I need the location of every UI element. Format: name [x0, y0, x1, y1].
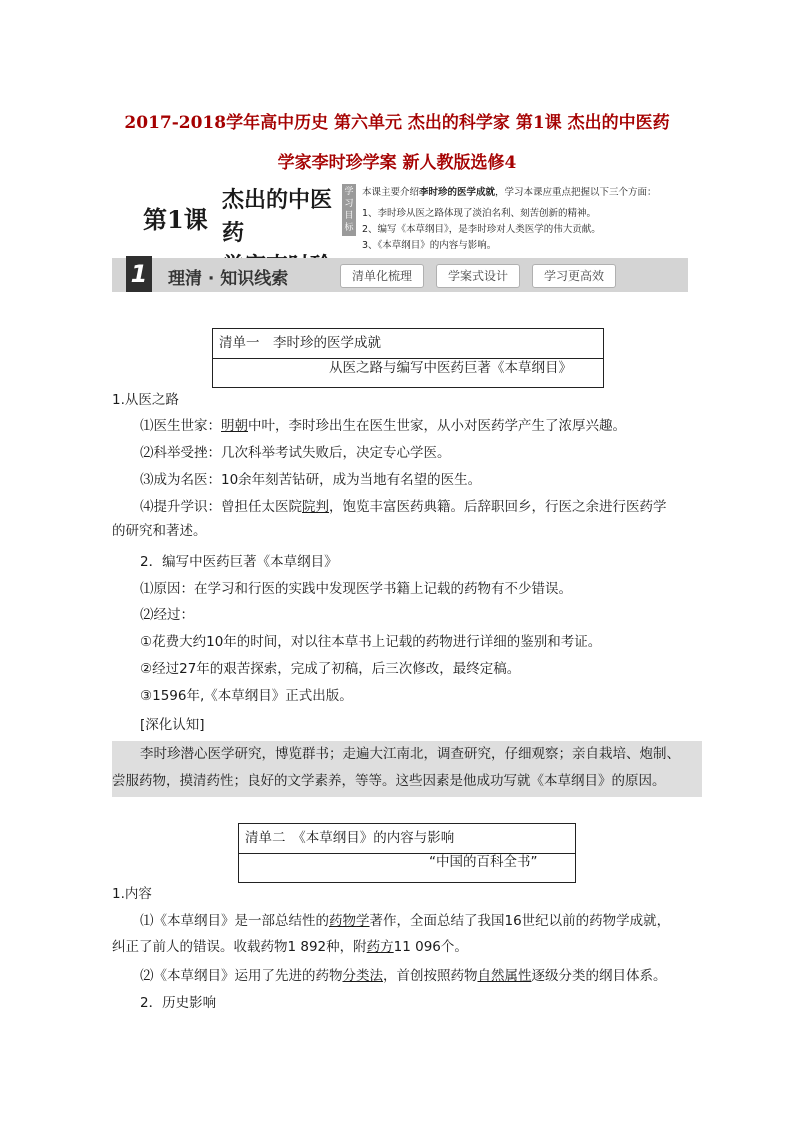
text: ⑴《本草纲目》是一部总结性的	[140, 913, 329, 929]
underlined-term: 明朝	[221, 418, 248, 434]
document-title-line2: 学家李时珍学案 新人教版选修4	[277, 153, 517, 173]
text: ⑷提升学识：曾担任太医院	[140, 499, 302, 515]
document-title-line1: 2017-2018学年高中历史 第六单元 杰出的科学家 第1课 杰出的中医药	[124, 113, 670, 133]
paragraph-content-1	[112, 911, 702, 931]
step-2: ②经过27年的艰苦探索，完成了初稿，后三次修改，最终定稿。	[140, 661, 521, 677]
tag-checklist: 清单化梳理	[340, 264, 424, 288]
paragraph-reason: ⑴原因：在学习和行医的实践中发现医学书籍上记载的药物有不少错误。	[140, 581, 572, 597]
goal-item-2: 2、编写《本草纲目》，是李时珍对人类医学的伟大贡献。	[362, 224, 601, 235]
goal-item-1: 1、李时珍从医之路体现了淡泊名利、刻苦创新的精神。	[362, 208, 597, 219]
text: ，饱览丰富医药典籍。后辞职回乡，行医之余进行医药学	[329, 499, 667, 515]
goals-intro-bold: 李时珍的医学成就	[419, 187, 496, 198]
underlined-term: 院判	[302, 499, 329, 515]
lesson-number: 第1课	[143, 205, 208, 234]
step-3: ③1596年,《本草纲目》正式出版。	[140, 688, 353, 704]
deep-line-2: 尝服药物，摸清药性；良好的文学素养，等等。这些因素是他成功写就《本草纲目》的原因。	[112, 773, 666, 789]
paragraph-exam: ⑵科举受挫：几次科举考试失败后，决定专心学医。	[140, 445, 451, 461]
underlined-term: 药物学	[329, 913, 370, 929]
underlined-term: 分类法	[342, 968, 383, 984]
checklist-two-heading: 清单二 《本草纲目》的内容与影响	[245, 830, 455, 846]
underlined-term: 自然属性	[477, 968, 532, 984]
text: 中叶，李时珍出生在医生世家，从小对医药学产生了浓厚兴趣。	[248, 418, 626, 434]
text: 11 096个。	[393, 939, 468, 955]
heading-medical-path: 1.从医之路	[112, 392, 179, 408]
checklist-one-subtitle: 从医之路与编写中医药巨著《本草纲目》	[329, 360, 572, 376]
text: ⑴医生世家：	[140, 418, 221, 434]
step-1: ①花费大约10年的时间，对以往本草书上记载的药物进行详细的鉴别和考证。	[140, 634, 602, 650]
paragraph-content-1-cont	[112, 937, 702, 957]
heading-compile: 2．编写中医药巨著《本草纲目》	[140, 554, 338, 570]
goal-item-3: 3、《本草纲目》的内容与影响。	[362, 240, 497, 251]
text: ⑵《本草纲目》运用了先进的药物	[140, 968, 343, 984]
tag-efficiency: 学习更高效	[532, 264, 616, 288]
text: 逐级分类的纲目体系。	[531, 968, 667, 984]
paragraph-process: ⑵经过：	[140, 607, 194, 623]
heading-influence: 2．历史影响	[140, 995, 217, 1011]
goals-intro-prefix: 本课主要介绍	[362, 187, 420, 198]
deep-line-1: 李时珍潜心医学研究，博览群书；走遍大江南北，调查研究，仔细观察；亲自栽培、炮制、	[140, 746, 680, 762]
paragraph-learning	[112, 497, 702, 517]
tag-design: 学案式设计	[436, 264, 520, 288]
checklist-two-subtitle: “中国的百科全书”	[429, 854, 538, 870]
goals-intro	[362, 184, 657, 198]
goals-intro-suffix: ，学习本课应重点把握以下三个方面：	[495, 187, 657, 198]
learning-goals-tag: 学习目标	[342, 184, 356, 236]
section-number: 1	[126, 256, 152, 292]
paragraph-family	[112, 416, 702, 436]
checklist-one-box	[212, 328, 604, 388]
text: ，首创按照药物	[383, 968, 478, 984]
text: 纠正了前人的错误。收载药物1 892种，附	[112, 939, 367, 955]
heading-content: 1.内容	[112, 886, 152, 902]
underlined-term: 药方	[366, 939, 394, 955]
text: 著作，全面总结了我国16世纪以前的药物学成就，	[369, 913, 671, 929]
checklist-two-box	[238, 823, 576, 883]
checklist-one-heading: 清单一 李时珍的医学成就	[219, 335, 381, 351]
section-title: 理清 · 知识线索	[168, 269, 289, 289]
paragraph-famous-doctor: ⑶成为名医：10余年刻苦钻研，成为当地有名望的医生。	[140, 472, 482, 488]
lesson-title-line1: 杰出的中医药	[222, 188, 333, 246]
paragraph-content-2	[112, 966, 702, 986]
paragraph-learning-cont: 的研究和著述。	[112, 523, 207, 539]
deep-label: [深化认知]	[140, 717, 205, 733]
